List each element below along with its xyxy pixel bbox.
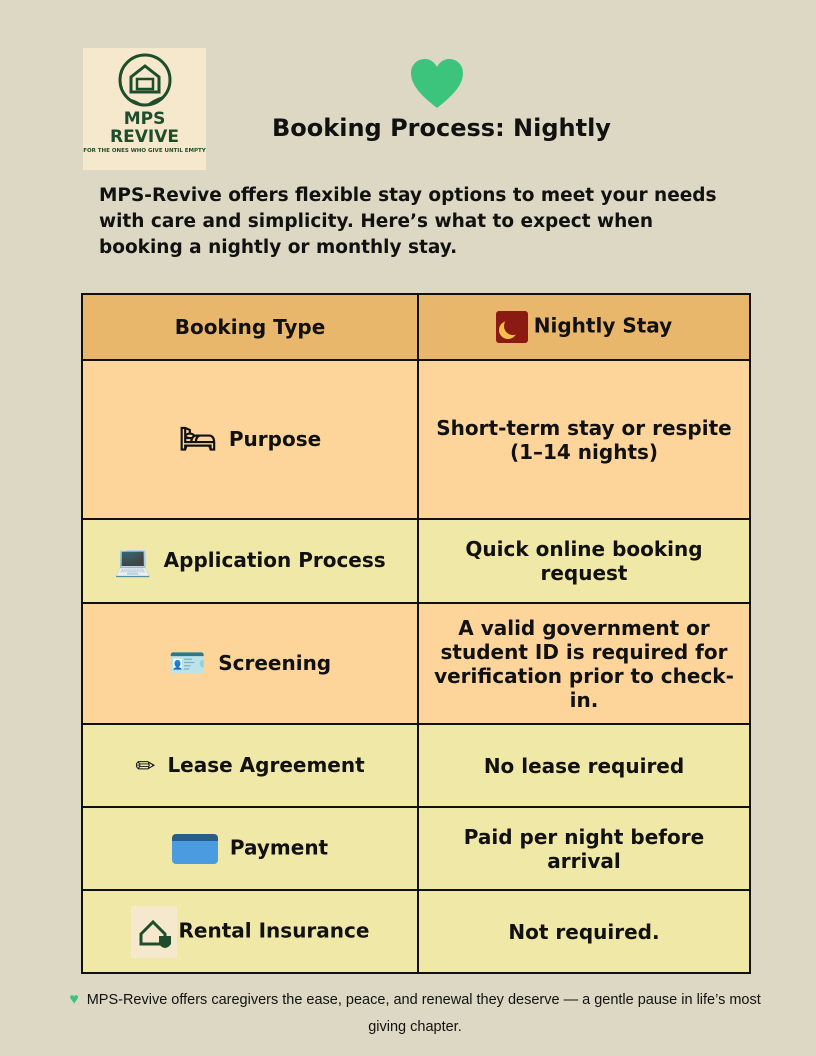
pen-icon: ✏	[135, 752, 156, 781]
house-shield-icon	[131, 906, 177, 958]
header-cell	[418, 294, 750, 360]
row-value: Quick online booking request	[418, 519, 750, 603]
row-label	[82, 360, 418, 519]
table-row	[82, 519, 750, 603]
table-row	[82, 724, 750, 807]
row-value: No lease required	[418, 724, 750, 807]
label-text: Rental Insurance	[178, 918, 370, 942]
row-value: Not required.	[418, 890, 750, 973]
table-row	[82, 603, 750, 724]
intro-text: MPS-Revive offers flexible stay options to meet your needs with care and simplicity. Here’s what to expect when booking a nightly or monthly stay.	[99, 185, 717, 258]
table-row	[82, 890, 750, 973]
footer-note	[50, 986, 780, 1041]
bed-icon: 🛏	[178, 422, 217, 458]
logo-line2: REVIVE	[110, 127, 179, 147]
house-leaf-icon	[115, 52, 175, 112]
table-row	[82, 360, 750, 519]
logo	[83, 48, 206, 170]
row-label	[82, 724, 418, 807]
booking-table	[81, 293, 751, 974]
credit-card-icon	[172, 834, 218, 864]
header-label: Nightly Stay	[533, 313, 673, 338]
laptop-icon: 💻	[114, 543, 152, 579]
row-value: Paid per night before arrival	[418, 807, 750, 890]
label-text: Purpose	[228, 426, 322, 451]
logo-line1: MPS	[123, 109, 166, 129]
header-cell: Booking Type	[82, 294, 418, 360]
green-heart-icon: ♥	[69, 991, 79, 1008]
row-label	[82, 807, 418, 890]
label-text: Lease Agreement	[167, 752, 365, 777]
footer-text: MPS-Revive offers caregivers the ease, peace, and renewal they deserve — a gentle pause in life’s most giving chapter.	[86, 992, 761, 1035]
row-value: Short-term stay or respite (1–14 nights)	[418, 360, 750, 519]
page-title: Booking Process: Nightly	[272, 114, 611, 142]
table-header-row	[82, 294, 750, 360]
table-row	[82, 807, 750, 890]
green-heart-icon	[409, 58, 465, 110]
label-text: Screening	[218, 650, 332, 675]
row-label	[82, 890, 418, 973]
logo-tagline: FOR THE ONES WHO GIVE UNTIL EMPTY	[83, 148, 206, 154]
label-text: Application Process	[163, 548, 386, 573]
row-label	[82, 519, 418, 603]
crescent-moon-icon	[496, 311, 528, 343]
id-card-icon: 🪪	[168, 646, 207, 682]
label-text: Payment	[229, 835, 329, 859]
row-label	[82, 603, 418, 724]
row-value: A valid government or student ID is required for verification prior to check-in.	[418, 603, 750, 724]
